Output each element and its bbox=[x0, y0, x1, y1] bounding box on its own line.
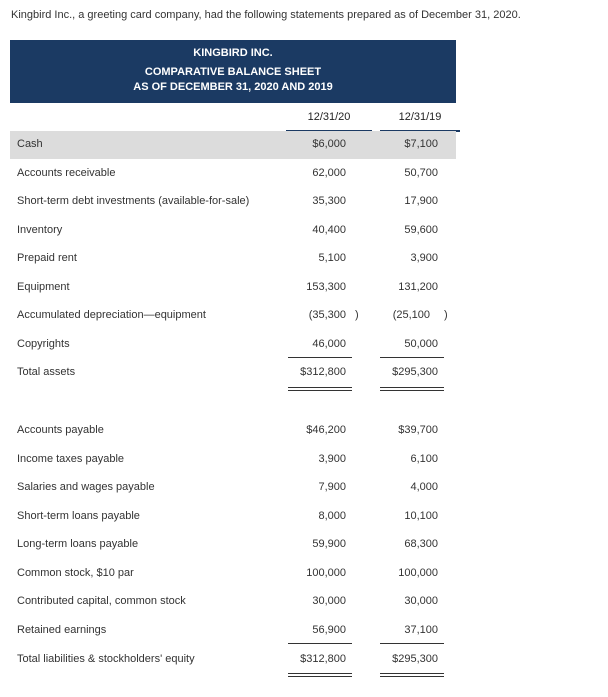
value-2019: 17,900 bbox=[404, 195, 438, 207]
column-header-2019: 12/31/19 bbox=[398, 111, 442, 123]
paren-2019: ) bbox=[444, 309, 448, 321]
value-2020: 35,300 bbox=[312, 195, 346, 207]
value-2019: 68,300 bbox=[404, 538, 438, 550]
value-2020: (35,300 bbox=[308, 309, 346, 321]
total-double-rule-2020 bbox=[288, 387, 352, 391]
total-double-rule-2019 bbox=[380, 387, 444, 391]
value-2020: 100,000 bbox=[306, 567, 346, 579]
value-2019: 50,700 bbox=[404, 167, 438, 179]
row-label: Short-term debt investments (available-for-sale) bbox=[17, 195, 250, 207]
table-row bbox=[10, 588, 456, 616]
subtotal-rule-2019 bbox=[380, 357, 444, 358]
column-headers bbox=[10, 103, 456, 131]
row-label: Equipment bbox=[17, 281, 70, 293]
table-row bbox=[10, 417, 456, 445]
value-2019: 10,100 bbox=[404, 510, 438, 522]
table-row bbox=[10, 474, 456, 502]
statement-title: COMPARATIVE BALANCE SHEET bbox=[144, 66, 322, 78]
table-row bbox=[10, 131, 456, 159]
row-label: Total assets bbox=[17, 366, 76, 378]
value-2020: 7,900 bbox=[318, 481, 346, 493]
row-label: Short-term loans payable bbox=[17, 510, 140, 522]
table-row bbox=[10, 446, 456, 474]
subtotal-rule-2020 bbox=[288, 357, 352, 358]
table-row bbox=[10, 560, 456, 588]
table-row bbox=[10, 302, 456, 330]
column-header-2020: 12/31/20 bbox=[307, 111, 351, 123]
value-2019: $295,300 bbox=[392, 366, 438, 378]
value-2020: 3,900 bbox=[318, 453, 346, 465]
table-row bbox=[10, 617, 456, 645]
value-2019: $39,700 bbox=[398, 424, 438, 436]
row-label: Salaries and wages payable bbox=[17, 481, 155, 493]
value-2019: 30,000 bbox=[404, 595, 438, 607]
table-row bbox=[10, 531, 456, 559]
value-2020: 46,000 bbox=[312, 338, 346, 350]
table-row bbox=[10, 188, 456, 216]
row-label: Copyrights bbox=[17, 338, 70, 350]
table-row-total bbox=[10, 646, 456, 674]
row-label: Cash bbox=[17, 138, 43, 150]
total-double-rule-2019 bbox=[380, 673, 444, 677]
table-row-total bbox=[10, 359, 456, 387]
total-double-rule-2020 bbox=[288, 673, 352, 677]
value-2019: 4,000 bbox=[410, 481, 438, 493]
value-2019: 37,100 bbox=[404, 624, 438, 636]
table-row bbox=[10, 503, 456, 531]
subtotal-rule-2020 bbox=[288, 643, 352, 644]
value-2019: (25,100 bbox=[392, 309, 430, 321]
subtotal-rule-2019 bbox=[380, 643, 444, 644]
row-label: Retained earnings bbox=[17, 624, 107, 636]
row-label: Long-term loans payable bbox=[17, 538, 139, 550]
value-2020: $312,800 bbox=[300, 366, 346, 378]
value-2020: 40,400 bbox=[312, 224, 346, 236]
value-2020: $46,200 bbox=[306, 424, 346, 436]
row-label: Prepaid rent bbox=[17, 252, 77, 264]
value-2019: $7,100 bbox=[404, 138, 438, 150]
table-row bbox=[10, 274, 456, 302]
value-2019: 59,600 bbox=[404, 224, 438, 236]
row-label: Inventory bbox=[17, 224, 63, 236]
value-2020: 5,100 bbox=[318, 252, 346, 264]
row-label: Income taxes payable bbox=[17, 453, 125, 465]
value-2019: $295,300 bbox=[392, 653, 438, 665]
table-row bbox=[10, 331, 456, 359]
statement-date: AS OF DECEMBER 31, 2020 AND 2019 bbox=[133, 81, 333, 93]
value-2020: 59,900 bbox=[312, 538, 346, 550]
value-2020: 30,000 bbox=[312, 595, 346, 607]
paren-2020: ) bbox=[355, 309, 359, 321]
row-label: Contributed capital, common stock bbox=[17, 595, 186, 607]
value-2020: 8,000 bbox=[318, 510, 346, 522]
intro-text: Kingbird Inc., a greeting card company, had the following statements prepared as of December 31, 2020. bbox=[11, 9, 521, 21]
value-2019: 131,200 bbox=[398, 281, 438, 293]
row-label: Accounts receivable bbox=[17, 167, 116, 179]
table-row bbox=[10, 245, 456, 273]
company-name: KINGBIRD INC. bbox=[193, 47, 273, 59]
value-2019: 6,100 bbox=[410, 453, 438, 465]
table-row bbox=[10, 160, 456, 188]
value-2020: 153,300 bbox=[306, 281, 346, 293]
row-label: Accumulated depreciation—equipment bbox=[17, 309, 206, 321]
row-label: Common stock, $10 par bbox=[17, 567, 134, 579]
value-2019: 50,000 bbox=[404, 338, 438, 350]
value-2020: 62,000 bbox=[312, 167, 346, 179]
value-2020: $6,000 bbox=[312, 138, 346, 150]
value-2019: 3,900 bbox=[410, 252, 438, 264]
value-2020: $312,800 bbox=[300, 653, 346, 665]
row-label: Accounts payable bbox=[17, 424, 104, 436]
table-row bbox=[10, 217, 456, 245]
row-label: Total liabilities & stockholders' equity bbox=[17, 653, 195, 665]
value-2020: 56,900 bbox=[312, 624, 346, 636]
value-2019: 100,000 bbox=[398, 567, 438, 579]
